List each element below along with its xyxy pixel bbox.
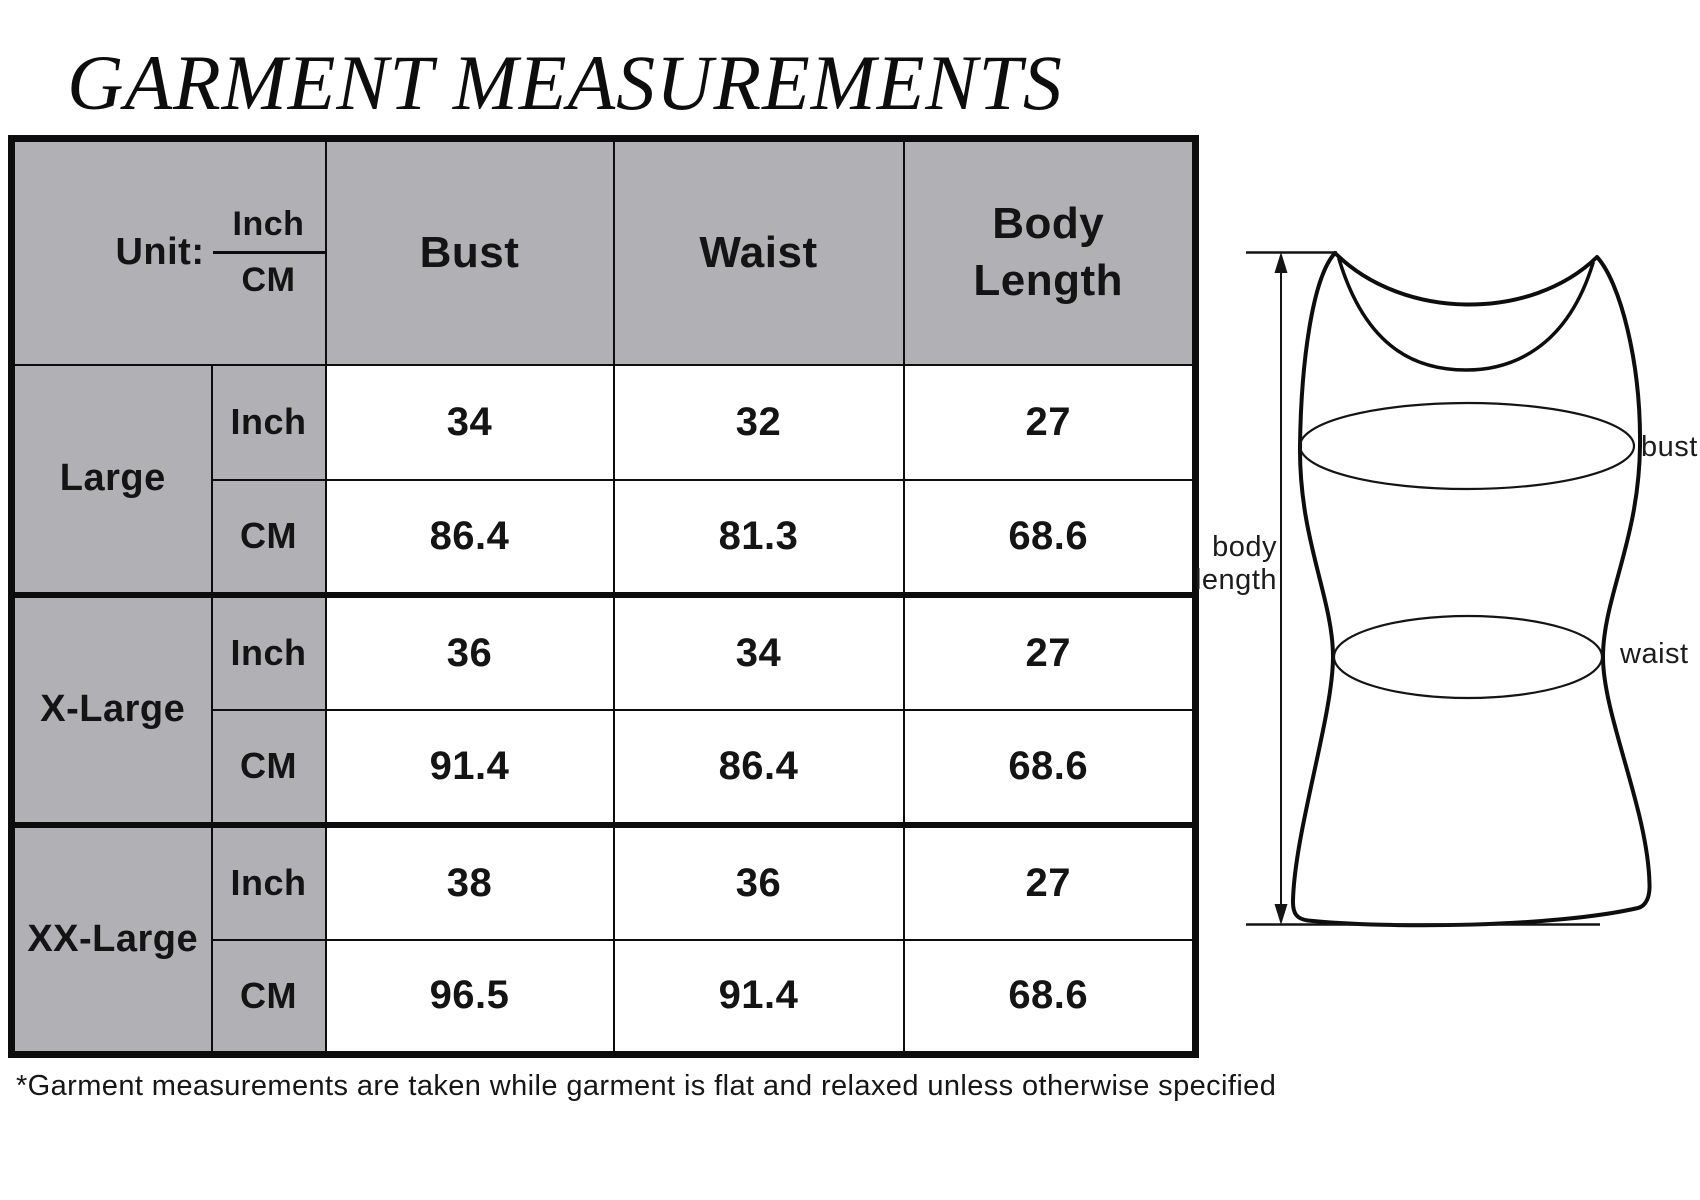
neckline-scoop	[1339, 259, 1593, 370]
column-header-bust: Bust	[326, 139, 614, 365]
unit-numerator-label: Inch	[213, 205, 325, 254]
body-length-label-line1: body	[1212, 531, 1277, 563]
unit-label-inch: Inch	[212, 825, 326, 940]
measurement-cell: 34	[614, 595, 904, 710]
measurement-cell: 91.4	[614, 940, 904, 1055]
column-header-body-length-text: Body Length	[973, 199, 1124, 305]
size-label-xlarge: X-Large	[12, 595, 212, 825]
unit-denominator-label: CM	[241, 261, 296, 300]
body-length-arrowhead-top	[1275, 252, 1288, 273]
measurement-cell: 96.5	[326, 940, 614, 1055]
waist-ellipse	[1334, 616, 1602, 698]
measurement-cell: 36	[326, 595, 614, 710]
unit-label-cm: CM	[212, 710, 326, 825]
measurement-cell: 68.6	[904, 480, 1196, 595]
bust-label: bust	[1641, 431, 1698, 463]
measurement-cell: 86.4	[326, 480, 614, 595]
page-title: GARMENT MEASUREMENTS	[67, 39, 1063, 126]
unit-label-cm: CM	[212, 480, 326, 595]
measurement-cell: 68.6	[904, 940, 1196, 1055]
measurement-cell: 81.3	[614, 480, 904, 595]
body-length-label	[1150, 531, 1277, 597]
unit-prefix-label: Unit:	[115, 231, 205, 274]
table-row-large-inch	[12, 365, 1196, 480]
measurement-cell: 32	[614, 365, 904, 480]
body-length-label-line2: length	[1194, 564, 1277, 596]
tank-top-outline	[1293, 253, 1650, 925]
unit-label-inch: Inch	[212, 365, 326, 480]
unit-label-cm: CM	[212, 940, 326, 1055]
measurement-cell: 27	[904, 595, 1196, 710]
bust-ellipse	[1300, 403, 1634, 489]
measurement-cell: 36	[614, 825, 904, 940]
garment-measurements-table	[8, 135, 1199, 1058]
unit-label-inch: Inch	[212, 595, 326, 710]
body-length-arrowhead-bottom	[1275, 904, 1288, 925]
table-row-xlarge-inch	[12, 595, 1196, 710]
size-label-xxlarge: XX-Large	[12, 825, 212, 1055]
table-header-row	[12, 139, 1196, 365]
column-header-waist: Waist	[614, 139, 904, 365]
measurement-cell: 34	[326, 365, 614, 480]
measurement-cell: 27	[904, 825, 1196, 940]
measurement-cell: 27	[904, 365, 1196, 480]
column-header-body-length	[904, 139, 1196, 365]
size-label-large: Large	[12, 365, 212, 595]
table-row-xxlarge-inch	[12, 825, 1196, 940]
unit-header-cell	[12, 139, 326, 365]
unit-fraction	[15, 205, 325, 300]
waist-label: waist	[1620, 638, 1689, 670]
measurement-cell: 91.4	[326, 710, 614, 825]
footnote-text: *Garment measurements are taken while garment is flat and relaxed unless otherwise specified	[16, 1070, 1277, 1102]
unit-inch-cm-fraction	[213, 205, 325, 300]
measurement-cell: 38	[326, 825, 614, 940]
measurement-cell: 86.4	[614, 710, 904, 825]
measurement-cell: 68.6	[904, 710, 1196, 825]
